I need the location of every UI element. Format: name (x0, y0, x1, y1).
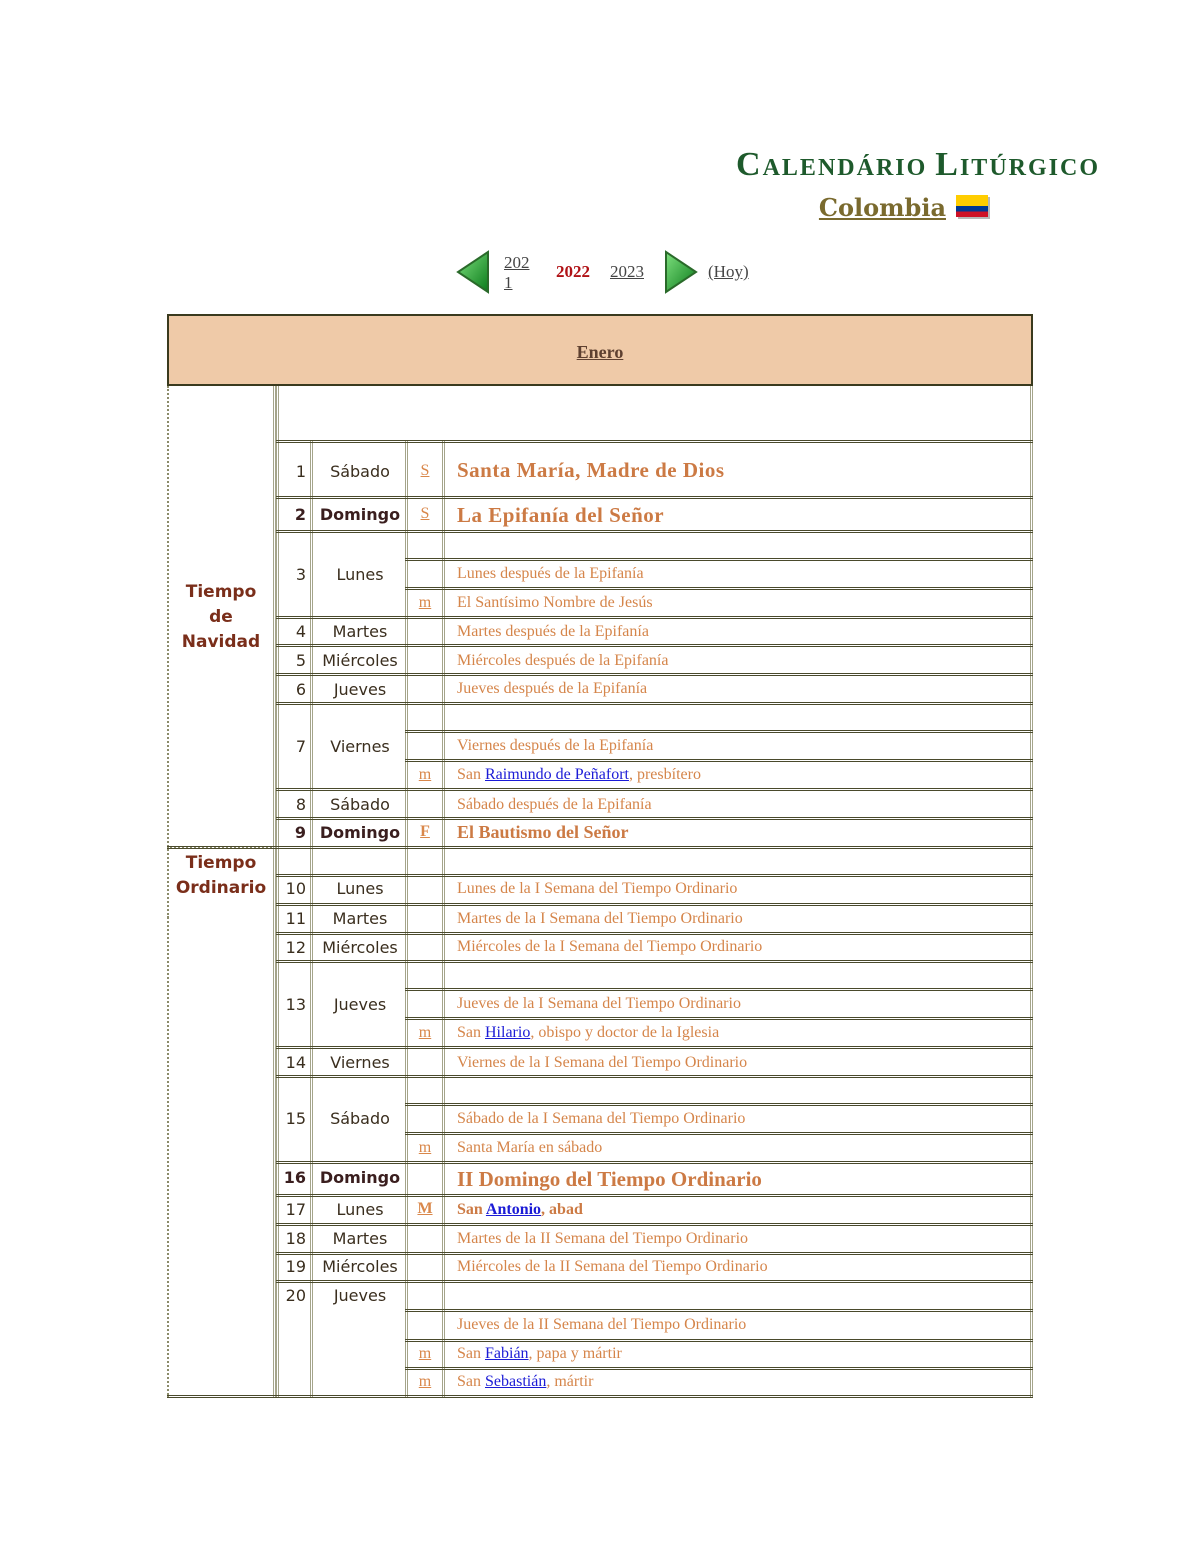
row-separator (405, 1367, 1033, 1370)
celebration (457, 1201, 583, 1219)
row-separator (276, 1161, 1033, 1164)
weekday: Jueves (333, 680, 387, 699)
saint-prefix: San (457, 1345, 485, 1362)
saint-suffix: , papa y mártir (528, 1345, 622, 1362)
weekday: Lunes (336, 879, 384, 898)
weekday: Viernes (330, 737, 390, 756)
today-link[interactable]: (Hoy) (708, 262, 749, 281)
saint-prefix: San (457, 1373, 485, 1390)
row-separator (276, 616, 1033, 619)
saint-link[interactable]: Sebastián (485, 1373, 547, 1390)
weekday: Jueves (333, 995, 387, 1014)
day-number: 15 (285, 1109, 306, 1128)
season-label: Tiempo (185, 582, 257, 602)
weekday: Miércoles (322, 938, 398, 957)
row-separator (276, 530, 1033, 533)
day-number: 11 (285, 909, 306, 928)
row-separator (405, 759, 1033, 762)
row-separator (276, 903, 1033, 906)
celebration: Jueves de la I Semana del Tiempo Ordinario (457, 995, 741, 1012)
day-number: 13 (285, 995, 306, 1014)
season-label: Navidad (181, 632, 261, 652)
celebration: Santa María, Madre de Dios (457, 458, 725, 482)
day-number: 12 (285, 938, 306, 957)
calendar-table (167, 314, 1033, 1398)
row-separator (276, 1194, 1033, 1197)
celebration (457, 1345, 622, 1363)
day-number: 2 (294, 505, 306, 524)
celebration (457, 1024, 719, 1042)
row-separator (276, 1223, 1033, 1226)
row-separator (167, 1395, 1033, 1398)
row-separator (276, 644, 1033, 647)
celebration (457, 1373, 593, 1391)
weekday: Lunes (336, 1200, 384, 1219)
prev-year-link[interactable]: 2021 (504, 253, 530, 292)
saint-suffix: , abad (541, 1201, 583, 1218)
year-navigation (456, 248, 776, 298)
celebration: El Bautismo del Señor (457, 822, 629, 842)
celebration: Martes después de la Epifanía (457, 623, 649, 640)
celebration: Miércoles después de la Epifanía (457, 652, 669, 669)
day-number: 20 (285, 1286, 306, 1305)
day-number: 5 (295, 651, 306, 670)
weekday: Martes (332, 1229, 388, 1248)
rank-link[interactable]: S (420, 505, 430, 522)
row-separator (405, 730, 1033, 733)
rank-link[interactable]: m (418, 594, 432, 611)
season-label: Ordinario (175, 878, 267, 898)
season-navidad (167, 386, 276, 918)
rank-link[interactable]: m (418, 1373, 432, 1390)
next-year-arrow-icon[interactable] (664, 250, 698, 294)
season-label: de (209, 607, 233, 627)
day-number: 18 (285, 1229, 306, 1248)
saint-suffix: , mártir (546, 1373, 594, 1390)
saint-prefix: San (457, 1024, 485, 1041)
rank-link[interactable]: m (418, 1345, 432, 1362)
weekday: Domingo (319, 505, 401, 524)
celebration: Martes de la I Semana del Tiempo Ordinario (457, 910, 743, 927)
weekday: Domingo (319, 823, 401, 842)
month-header (167, 314, 1033, 386)
celebration: La Epifanía del Señor (457, 503, 665, 527)
day-number: 10 (285, 879, 306, 898)
rank-link[interactable]: S (420, 462, 430, 479)
rank-link[interactable]: m (418, 1139, 432, 1156)
colombia-flag-icon (956, 195, 988, 217)
rank-link[interactable]: F (420, 823, 430, 840)
celebration: Jueves después de la Epifanía (457, 680, 648, 697)
saint-suffix: , obispo y doctor de la Iglesia (530, 1024, 720, 1041)
day-number: 3 (295, 565, 306, 584)
row-separator (405, 587, 1033, 590)
celebration: II Domingo del Tiempo Ordinario (457, 1167, 762, 1191)
saint-prefix: San (457, 766, 485, 783)
day-number: 17 (285, 1200, 306, 1219)
weekday: Miércoles (322, 651, 398, 670)
row-separator (276, 932, 1033, 935)
grid-line (1030, 386, 1033, 1398)
season-label: Tiempo (185, 853, 257, 873)
saint-suffix: , presbítero (628, 766, 701, 783)
celebration: Lunes después de la Epifanía (457, 565, 644, 582)
rank-link[interactable]: m (418, 1024, 432, 1041)
season-ordinario (167, 846, 276, 1398)
saint-link[interactable]: Raimundo de Peñafort (485, 766, 629, 783)
weekday: Miércoles (322, 1257, 398, 1276)
title-word-2: ITÚRGICO (959, 155, 1100, 181)
day-number: 9 (294, 823, 306, 842)
saint-link[interactable]: Antonio (485, 1201, 542, 1218)
weekday: Domingo (319, 1168, 401, 1187)
rank-link[interactable]: m (418, 766, 432, 783)
saint-link[interactable]: Fabián (485, 1345, 529, 1362)
month-name-link[interactable]: Enero (576, 342, 624, 362)
row-separator (405, 1132, 1033, 1135)
row-separator (276, 440, 1033, 443)
title-initial-2: L (935, 146, 960, 183)
row-separator (276, 817, 1033, 820)
weekday: Martes (332, 909, 388, 928)
row-separator (167, 846, 1033, 849)
row-separator (405, 1017, 1033, 1020)
day-number: 14 (285, 1053, 306, 1072)
celebration: Santa María en sábado (457, 1139, 603, 1156)
celebration: El Santísimo Nombre de Jesús (457, 594, 653, 611)
celebration: Miércoles de la II Semana del Tiempo Ordinario (457, 1258, 768, 1275)
celebration: Viernes de la I Semana del Tiempo Ordinario (457, 1054, 748, 1071)
weekday: Sábado (330, 795, 390, 814)
weekday: Sábado (330, 1109, 390, 1128)
day-number: 16 (283, 1168, 306, 1187)
celebration: Viernes después de la Epifanía (457, 737, 654, 754)
celebration: Sábado de la I Semana del Tiempo Ordinario (457, 1110, 746, 1127)
page-title (0, 146, 1100, 184)
row-separator (405, 988, 1033, 991)
country-link[interactable]: Colombia (818, 193, 946, 222)
rank-link[interactable]: M (417, 1200, 433, 1217)
day-number: 6 (295, 680, 306, 699)
celebration: Martes de la II Semana del Tiempo Ordinario (457, 1230, 749, 1247)
day-number: 4 (295, 622, 306, 641)
row-separator (276, 1280, 1033, 1283)
row-separator (276, 673, 1033, 676)
weekday: Jueves (333, 1286, 387, 1305)
row-separator (276, 1252, 1033, 1255)
saint-prefix: San (457, 1201, 486, 1218)
country-line (0, 193, 988, 222)
row-separator (276, 874, 1033, 877)
row-separator (405, 1103, 1033, 1106)
celebration: Jueves de la II Semana del Tiempo Ordinario (457, 1316, 747, 1333)
celebration (457, 766, 701, 784)
celebration: Miércoles de la I Semana del Tiempo Ordinario (457, 938, 763, 955)
row-separator (405, 1339, 1033, 1342)
title-word-1: ALENDÁRIO (762, 155, 936, 181)
weekday: Sábado (330, 462, 390, 481)
day-number: 8 (295, 795, 306, 814)
weekday: Lunes (336, 565, 384, 584)
weekday: Martes (332, 622, 388, 641)
celebration: Sábado después de la Epifanía (457, 796, 652, 813)
day-number: 7 (295, 737, 306, 756)
prev-year-arrow-icon[interactable] (456, 250, 490, 294)
current-year: 2022 (556, 262, 590, 281)
row-separator (276, 496, 1033, 499)
weekday: Viernes (330, 1053, 390, 1072)
row-separator (276, 788, 1033, 791)
row-separator (276, 1046, 1033, 1049)
row-separator (276, 960, 1033, 963)
day-number: 19 (285, 1257, 306, 1276)
row-separator (405, 558, 1033, 561)
celebration: Lunes de la I Semana del Tiempo Ordinario (457, 880, 738, 897)
title-initial: C (736, 146, 763, 183)
day-number: 1 (295, 462, 306, 481)
row-separator (405, 1309, 1033, 1312)
row-separator (276, 702, 1033, 705)
saint-link[interactable]: Hilario (485, 1024, 531, 1041)
row-separator (276, 1075, 1033, 1078)
next-year-link[interactable]: 2023 (610, 262, 644, 281)
